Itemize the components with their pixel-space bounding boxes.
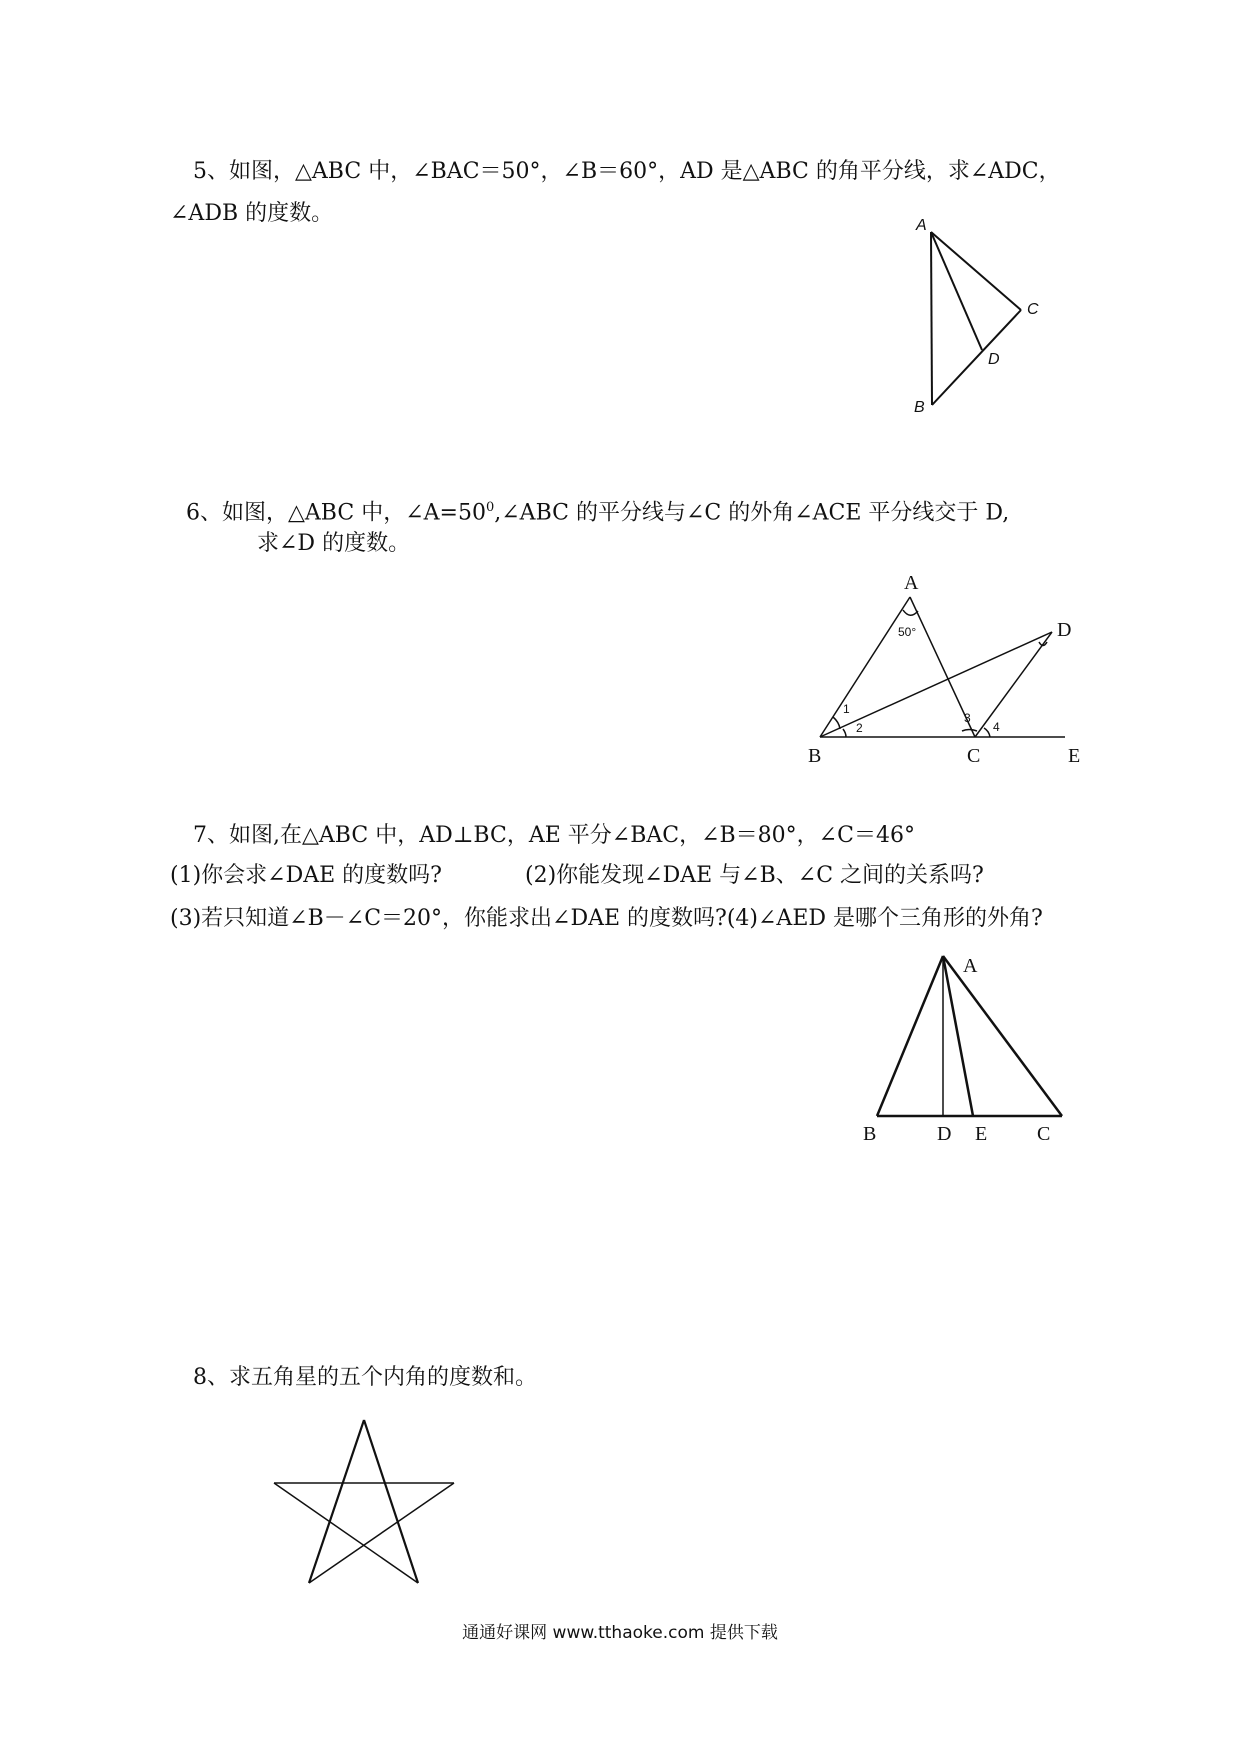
q6-label-angle-3: 3 bbox=[964, 711, 971, 725]
q7-sub-question-2: (2)你能发现∠DAE 与∠B、∠C 之间的关系吗? bbox=[525, 863, 984, 888]
q5-text-line2: ∠ADB 的度数。 bbox=[170, 201, 334, 226]
q6-text-suffix: ,∠ABC 的平分线与∠C 的外角∠ACE 平分线交于 D, bbox=[494, 500, 1010, 526]
q6-label-angle-a: 50° bbox=[898, 625, 917, 639]
q6-label-e: E bbox=[1068, 745, 1081, 767]
q8-text-line1: 8、求五角星的五个内角的度数和。 bbox=[193, 1365, 537, 1390]
q6-text-prefix: 6、如图，△ABC 中，∠A=50 bbox=[186, 500, 486, 526]
q6-label-angle-4: 4 bbox=[993, 720, 1000, 734]
q7-text-line1: 7、如图,在△ABC 中，AD⊥BC，AE 平分∠BAC，∠B＝80°，∠C＝46° bbox=[193, 823, 915, 848]
q8-star-edge-1 bbox=[309, 1420, 364, 1583]
q7-label-d: D bbox=[937, 1123, 952, 1145]
q6-label-b: B bbox=[808, 745, 822, 767]
q7-label-a: A bbox=[963, 955, 978, 977]
q5-label-a: A bbox=[916, 217, 927, 234]
q7-sub-question-1: (1)你会求∠DAE 的度数吗? bbox=[170, 863, 442, 888]
q5-text-line1: 5、如图，△ABC 中，∠BAC＝50°，∠B＝60°，AD 是△ABC 的角平分线，求∠ADC， bbox=[193, 159, 1061, 184]
q5-label-b: B bbox=[914, 399, 925, 416]
q8-star-edge-4 bbox=[274, 1483, 418, 1583]
q6-label-d: D bbox=[1057, 619, 1072, 641]
q6-text-line2: 求∠D 的度数。 bbox=[257, 531, 411, 556]
q7-label-e: E bbox=[975, 1123, 988, 1145]
footer-source: 通通好课网 www.tthaoke.com 提供下载 bbox=[462, 1623, 778, 1643]
q6-label-angle-2: 2 bbox=[856, 721, 863, 735]
q6-label-c: C bbox=[967, 745, 981, 767]
q6-label-a: A bbox=[904, 572, 919, 594]
q7-label-c: C bbox=[1037, 1123, 1051, 1145]
q7-label-b: B bbox=[863, 1123, 877, 1145]
q7-sub-question-3-4: (3)若只知道∠B－∠C＝20°，你能求出∠DAE 的度数吗?(4)∠AED 是哪个三角形的外角? bbox=[170, 906, 1043, 931]
q6-label-angle-1: 1 bbox=[843, 702, 850, 716]
q8-star-edge-2 bbox=[364, 1420, 418, 1583]
q5-label-d: D bbox=[988, 351, 1000, 368]
q8-star-edge-5 bbox=[309, 1483, 454, 1583]
q5-label-c: C bbox=[1027, 301, 1039, 318]
q6-text-degree-sup: 0 bbox=[485, 500, 495, 515]
